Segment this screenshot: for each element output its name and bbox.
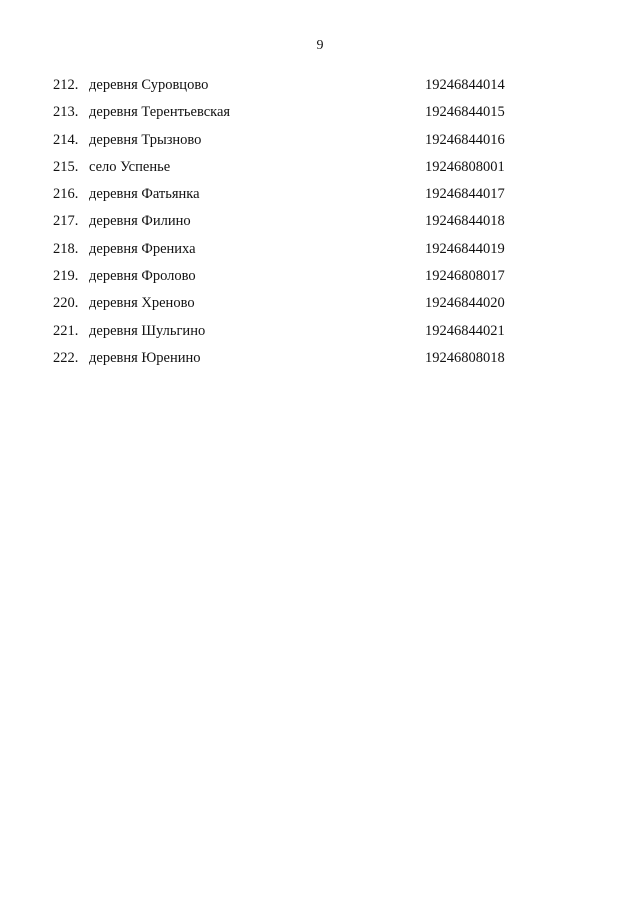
entry-number: 213. bbox=[53, 104, 79, 121]
entry-number: 215. bbox=[53, 158, 79, 175]
okato-code: 19246844020 bbox=[425, 295, 505, 312]
settlement-name: деревня Трызново bbox=[89, 131, 202, 148]
list-item bbox=[0, 127, 640, 154]
okato-code: 19246808018 bbox=[425, 349, 505, 366]
entry-number: 214. bbox=[53, 131, 79, 148]
entry-number: 216. bbox=[53, 186, 79, 203]
list-item bbox=[0, 236, 640, 263]
settlement-name: деревня Суровцово bbox=[89, 77, 209, 93]
okato-code: 19246808017 bbox=[425, 268, 505, 285]
list-item bbox=[0, 154, 640, 181]
settlement-name: деревня Хреново bbox=[89, 295, 195, 312]
settlement-name: деревня Филино bbox=[89, 213, 191, 230]
entry-number: 219. bbox=[53, 268, 79, 285]
okato-code: 19246844017 bbox=[425, 186, 505, 203]
entry-number: 212. bbox=[53, 77, 79, 93]
entry-number: 217. bbox=[53, 213, 79, 230]
settlement-name: деревня Юренино bbox=[89, 349, 201, 366]
list-item bbox=[0, 72, 640, 99]
settlement-name: деревня Шульгино bbox=[89, 322, 206, 339]
list-item bbox=[0, 290, 640, 317]
entry-number: 222. bbox=[53, 349, 79, 366]
settlement-name: деревня Терентьевская bbox=[89, 104, 231, 121]
page-number: 9 bbox=[316, 38, 324, 53]
entry-number: 221. bbox=[53, 322, 79, 339]
list-item bbox=[0, 181, 640, 208]
okato-code: 19246844015 bbox=[425, 104, 505, 121]
list-item bbox=[0, 345, 640, 372]
list-item bbox=[0, 99, 640, 126]
entry-number: 218. bbox=[53, 240, 79, 257]
okato-code: 19246844016 bbox=[425, 131, 505, 148]
entry-number: 220. bbox=[53, 295, 79, 312]
okato-code: 19246844018 bbox=[425, 213, 505, 230]
settlement-name: деревня Фатьянка bbox=[89, 186, 200, 203]
entries-list bbox=[0, 72, 640, 372]
settlement-name: село Успенье bbox=[89, 158, 171, 175]
okato-code: 19246844014 bbox=[425, 77, 505, 93]
settlement-name: деревня Френиха bbox=[89, 240, 196, 257]
list-item bbox=[0, 318, 640, 345]
list-item bbox=[0, 263, 640, 290]
settlement-name: деревня Фролово bbox=[89, 268, 196, 285]
okato-code: 19246844019 bbox=[425, 240, 505, 257]
list-item bbox=[0, 208, 640, 235]
okato-code: 19246808001 bbox=[425, 158, 505, 175]
okato-code: 19246844021 bbox=[425, 322, 505, 339]
